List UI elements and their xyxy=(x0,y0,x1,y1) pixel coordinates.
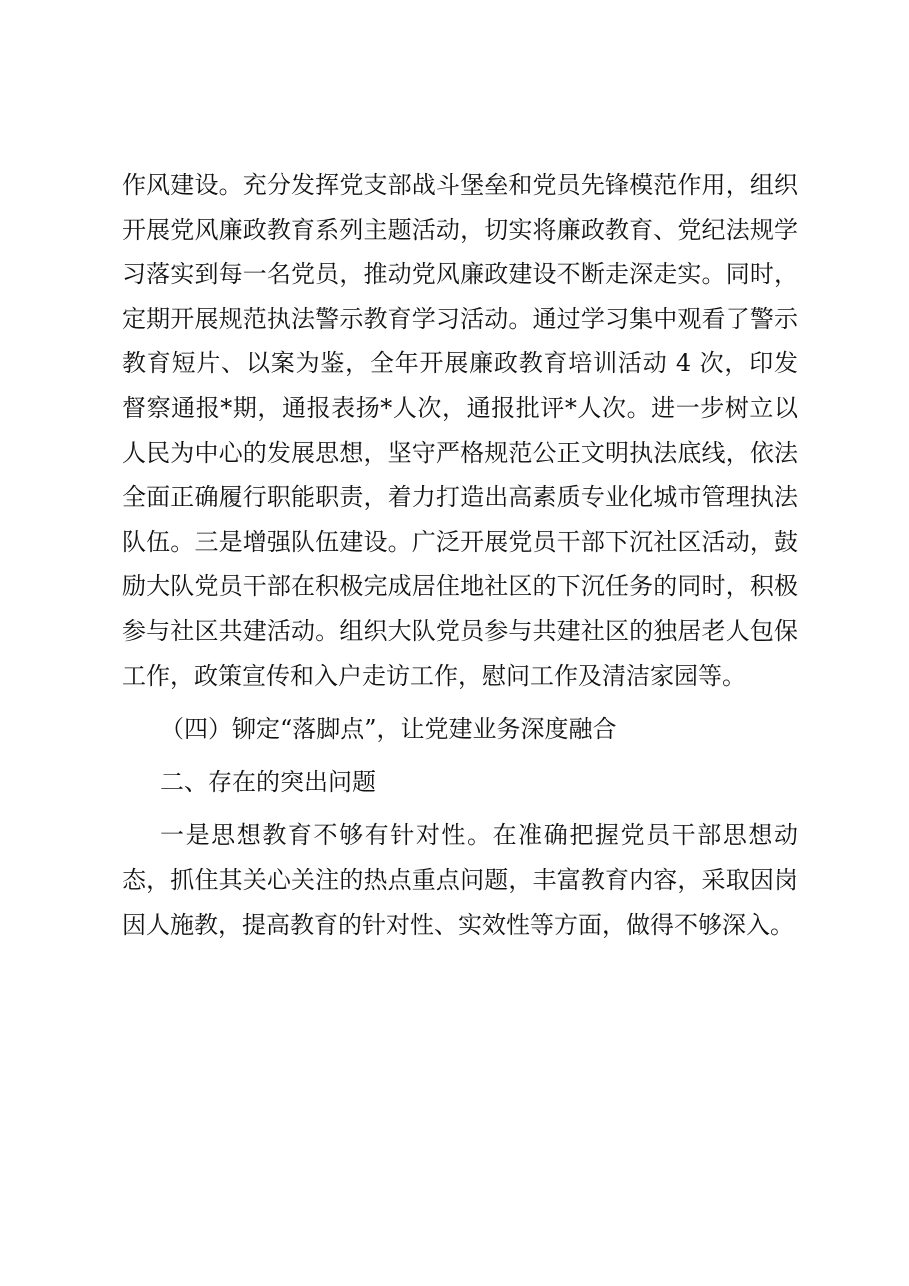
section-heading-problems: 二、存在的突出问题 xyxy=(160,767,376,796)
paragraph-team-building: 作风建设。充分发挥党支部战斗堡垒和党员先锋模范作用，组织开展党风廉政教育系列主题活动，切实将廉政教育、党纪法规学习落实到每一名党员，推动党风廉政建设不断走深走实。同时，定期开展规范执法警示教育学习活动。通过学习集中观看了警示教育短片、以案为鉴，全年开展廉政教育培训活动 4 次，印发督察通报*期，通报表扬*人次，通报批评*人次。进一步树立以人民为中心的发展思想，坚守严格规范公正文明执法底线，依法全面正确履行职能职责，着力打造出高素质专业化城市管理执法队伍。三是增强队伍建设。广泛开展党员干部下沉社区活动，鼓励大队党员干部在积极完成居住地社区的下沉任务的同时，积极参与社区共建活动。组织大队党员参与共建社区的独居老人包保工作，政策宣传和入户走访工作，慰问工作及清洁家园等。 xyxy=(122,171,798,690)
section-heading-4: （四）铆定“落脚点”，让党建业务深度融合 xyxy=(160,715,617,744)
document-body xyxy=(122,163,798,947)
paragraph-ideological-education: 一是思想教育不够有针对性。在准确把握党员干部思想动态，抓住其关心关注的热点重点问题，丰富教育内容，采取因岗因人施教，提高教育的针对性、实效性等方面，做得不够深入。 xyxy=(122,821,798,939)
